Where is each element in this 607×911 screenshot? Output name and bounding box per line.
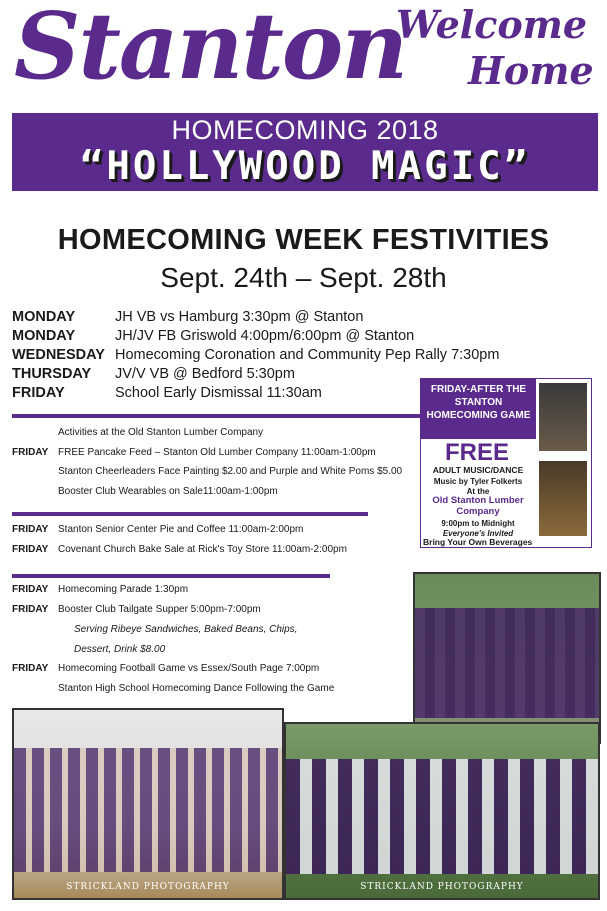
photo-credit: STRICKLAND PHOTOGRAPHY (360, 882, 524, 892)
musician-photo (539, 383, 587, 451)
schedule-event: School Early Dismissal 11:30am (115, 385, 322, 401)
event-day: FRIDAY (12, 604, 49, 615)
schedule-day: THURSDAY (12, 366, 92, 382)
event-day: FRIDAY (12, 544, 49, 555)
event-text: Stanton Senior Center Pie and Coffee 11:00am-2:00pm (58, 524, 304, 535)
dance-time: 9:00pm to Midnight (441, 519, 515, 528)
schedule-row (12, 346, 499, 365)
event-day: FRIDAY (12, 524, 49, 535)
divider (12, 574, 330, 578)
photo-credit: STRICKLAND PHOTOGRAPHY (66, 882, 230, 892)
schedule-event: JH VB vs Hamburg 3:30pm @ Stanton (115, 309, 364, 325)
event-text: FREE Pancake Feed – Stanton Old Lumber Company 11:00am-1:00pm (58, 447, 376, 458)
schedule-day: FRIDAY (12, 385, 65, 401)
cheerleaders-group (415, 608, 599, 719)
event-text: Covenant Church Bake Sale at Rick's Toy Store 11:00am-2:00pm (58, 544, 347, 555)
homecoming-year: HOMECOMING 2018 (171, 115, 439, 145)
schedule-row (12, 308, 363, 327)
week-dates: Sept. 24th – Sept. 28th (160, 262, 447, 293)
homecoming-banner (12, 113, 598, 191)
friday-dance-box (420, 378, 592, 548)
event-text: Stanton Cheerleaders Face Painting $2.00 and Purple and White Poms $5.00 (58, 466, 403, 477)
welcome-text: Welcome (396, 2, 588, 47)
event-text: Homecoming Football Game vs Essex/South Page 7:00pm (58, 663, 320, 674)
volleyball-group (14, 748, 282, 872)
schedule-day: MONDAY (12, 309, 76, 325)
divider (12, 414, 420, 418)
town-title: Stanton (14, 0, 407, 100)
venue-name: Old Stanton Lumber Company (432, 495, 524, 517)
adult-dance-label: ADULT MUSIC/DANCE (432, 465, 524, 475)
music-by-text: Music by Tyler Folkerts (433, 477, 523, 486)
schedule-event: JH/JV FB Griswold 4:00pm/6:00pm @ Stanton (115, 328, 415, 344)
football-group (286, 759, 598, 874)
menu-text: Serving Ribeye Sandwiches, Baked Beans, Chips, (74, 624, 298, 635)
theme-title: “HOLLYWOOD MAGIC” (79, 144, 531, 189)
event-text: Stanton High School Homecoming Dance Following the Game (58, 683, 335, 694)
schedule-row (12, 365, 295, 384)
venue-photo (539, 461, 587, 536)
free-label: FREE (444, 439, 509, 466)
event-day: FRIDAY (12, 584, 49, 595)
schedule-row (12, 327, 414, 346)
friday-box-heading: FRIDAY-AFTER THE STANTON HOMECOMING GAME (421, 379, 536, 439)
event-text: Homecoming Parade 1:30pm (58, 584, 189, 595)
schedule-event: JV/V VB @ Bedford 5:30pm (115, 366, 295, 382)
event-text: Booster Club Tailgate Supper 5:00pm-7:00pm (58, 604, 261, 615)
event-text: Booster Club Wearables on Sale11:00am-1:00pm (58, 486, 278, 497)
event-day: FRIDAY (12, 447, 49, 458)
schedule-row (12, 384, 322, 403)
menu-text: Dessert, Drink $8.00 (74, 644, 166, 655)
event-day: FRIDAY (12, 663, 49, 674)
everyone-invited: Everyone's Invited (442, 529, 514, 538)
cheerleaders-photo (413, 572, 601, 744)
volleyball-team-photo (12, 708, 284, 900)
week-title: HOMECOMING WEEK FESTIVITIES (57, 224, 550, 256)
schedule-event: Homecoming Coronation and Community Pep Rally 7:30pm (115, 347, 500, 363)
at-the-text: At the (466, 487, 490, 496)
event-text: Activities at the Old Stanton Lumber Company (58, 427, 264, 438)
schedule-day: WEDNESDAY (12, 347, 105, 363)
divider (12, 512, 368, 516)
football-team-photo (284, 722, 600, 900)
bring-beverages: Bring Your Own Beverages (423, 537, 533, 547)
schedule-day: MONDAY (12, 328, 76, 344)
home-text: Home (468, 48, 594, 93)
music-by (421, 477, 535, 497)
